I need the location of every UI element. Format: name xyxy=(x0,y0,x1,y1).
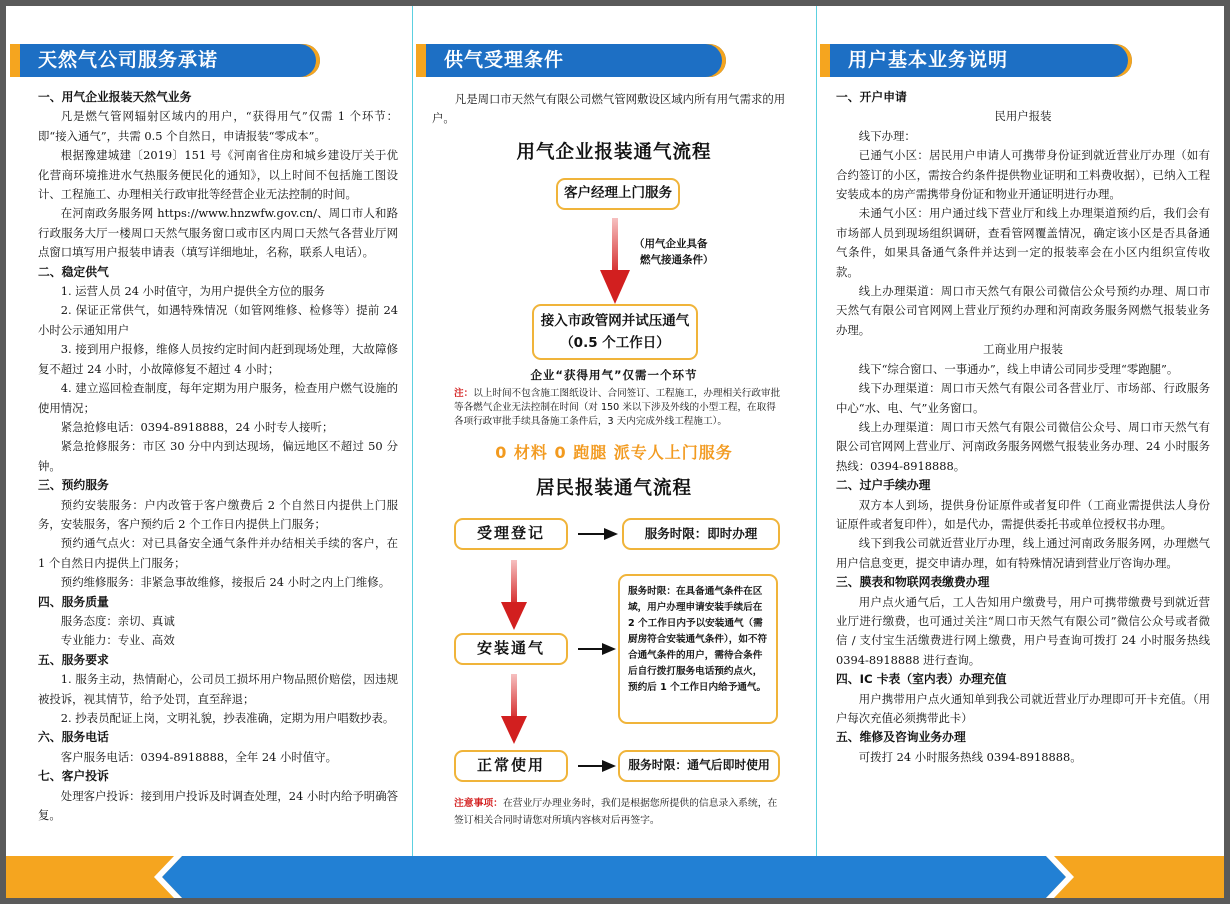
step-condition-line1: （用气企业具备 xyxy=(634,238,708,250)
step-install-gas: 安装通气 xyxy=(454,633,568,665)
step-customer-manager: 客户经理上门服务 xyxy=(556,178,680,210)
section-heading: 二、过户手续办理 xyxy=(836,478,931,493)
intro-text: 凡是周口市天然气有限公司燃气管网敷设区域内所有用气需求的用户。 xyxy=(432,92,786,126)
arrow-line xyxy=(578,533,606,535)
note-label: 注： xyxy=(454,388,474,399)
resident-flow-title: 居民报装通气流程 xyxy=(535,478,692,499)
body-paragraph: 预约安装服务：户内改管于客户缴费后 2 个自然日内提供上门服务，安装服务，客户预约后 2 个工作日内提供上门服务； xyxy=(38,497,398,531)
step-connect-pipeline xyxy=(532,304,698,360)
footer-stripe xyxy=(6,856,1224,898)
body-paragraph: 服务态度：亲切、真诚 xyxy=(60,613,175,628)
note-text: 以上时间不包含施工图纸设计、合同签订、工程施工，办理相关行政审批等各燃气企业无法控制在时间（对 150 米以下涉及外线的小型工程，在取得各项行政审批手续具备施工条件后，3 天内完成外线工程施工）。 xyxy=(454,388,781,427)
panel-title: 用户基本业务说明 xyxy=(848,49,1009,71)
panel-title-banner xyxy=(820,44,1132,77)
panel-service-promise xyxy=(6,6,412,856)
down-arrow-icon xyxy=(500,674,528,746)
section-heading: 五、维修及咨询业务办理 xyxy=(836,730,966,745)
step-normal-use: 正常使用 xyxy=(454,750,568,782)
panel-body xyxy=(6,88,412,825)
body-paragraph: 用户携带用户点火通知单到我公司就近营业厅办理即可开卡充值。（用户每次充值必须携带此卡） xyxy=(836,691,1210,725)
body-paragraph: 可拨打 24 小时服务热线 0394-8918888。 xyxy=(858,749,1082,764)
body-paragraph: 双方本人到场，提供身份证原件或者复印件（工商业需提供法人身份证原件或者复印件），如是代办，需提供委托书或单位授权书办理。 xyxy=(836,497,1210,531)
attention-note xyxy=(454,795,784,829)
section-heading: 三、预约服务 xyxy=(38,478,109,493)
body-paragraph: 用户点火通气后，工人告知用户缴费号，用户可携带缴费号到就近营业厅进行缴费，也可通过关注“周口市天然气有限公司”微信公众号或者微信 / 支付宝生活缴费进行网上缴费，用户号查询可拨打 24 小时服务热线 0394-8918888 进行查询。 xyxy=(836,594,1210,667)
slogan: 0 材料 0 跑腿 派专人上门服务 xyxy=(495,443,733,462)
body-paragraph: 客户服务电话：0394-8918888，全年 24 小时值守。 xyxy=(60,749,337,764)
body-paragraph: 预约维修服务：非紧急事故维修，接报后 24 小时之内上门维修。 xyxy=(60,575,391,590)
body-paragraph: 线下“综合窗口、一事通办”，线上申请公司同步受理“零跑腿”。 xyxy=(858,361,1179,376)
step-connect-line1: 接入市政管网并试压通气 xyxy=(540,313,690,329)
panel-title-banner xyxy=(416,44,726,77)
down-arrow-icon xyxy=(598,218,632,306)
body-paragraph: 线下到我公司就近营业厅办理，线上通过河南政务服务网，办理燃气用户信息变更，提交申请办理，如有特殊情况请到营业厅咨询办理。 xyxy=(836,536,1210,570)
panel-title-banner xyxy=(10,44,320,77)
body-paragraph: 1. 运营人员 24 小时值守，为用户提供全方位的服务 xyxy=(60,284,325,299)
section-heading: 三、膜表和物联网表缴费办理 xyxy=(836,575,990,590)
arrow-line xyxy=(578,648,604,650)
sub-heading: 工商业用户报装 xyxy=(983,342,1063,357)
section-heading: 二、稳定供气 xyxy=(38,264,109,279)
right-arrow-icon xyxy=(602,643,616,655)
body-paragraph: 预约通气点火：对已具备安全通气条件并办结相关手续的客户，在 1 个自然日内提供上门服务； xyxy=(38,536,398,570)
step-condition-note xyxy=(634,236,714,268)
section-heading: 一、开户申请 xyxy=(836,90,907,104)
time-note xyxy=(454,387,784,429)
section-heading: 一、用气企业报装天然气业务 xyxy=(38,90,192,104)
step-condition-line2: 燃气接通条件） xyxy=(640,254,714,266)
panel-business-guide xyxy=(816,6,1224,856)
section-heading: 四、IC 卡表（室内表）办理充值 xyxy=(836,672,1007,687)
right-arrow-icon xyxy=(602,760,616,772)
body-paragraph: 3. 接到用户报修，维修人员按约定时间内赶到现场处理，大故障修复不超过 24 小时，小故障修复不超过 4 小时； xyxy=(38,342,398,376)
step-registration: 受理登记 xyxy=(454,518,568,550)
limit-registration: 服务时限：即时办理 xyxy=(622,518,780,550)
attention-text: 在营业厅办理业务时，我们是根据您所提供的信息录入系统，在签订相关合同时请您对所填内容核对后再签字。 xyxy=(454,798,778,826)
arrow-line xyxy=(578,765,604,767)
panel-title: 供气受理条件 xyxy=(444,49,565,71)
body-paragraph: 2. 抄表员配证上岗，文明礼貌，抄表准确，定期为用户唱数抄表。 xyxy=(60,711,395,725)
body-paragraph: 紧急抢修服务：市区 30 分中内到达现场，偏远地区不超过 50 分钟。 xyxy=(38,439,398,473)
panel-body xyxy=(816,88,1224,767)
enterprise-flow-title: 用气企业报装通气流程 xyxy=(516,142,712,163)
body-paragraph: 专业能力：专业、高效 xyxy=(60,633,175,648)
brochure-sheet xyxy=(6,6,1224,898)
one-link-caption: 企业“获得用气”仅需一个环节 xyxy=(530,368,698,382)
body-paragraph: 线上办理渠道：周口市天然气有限公司微信公众号、周口市天然气有限公司官网网上营业厅、河南政务服务网燃气报装业务办理、24 小时服务热线：0394-8918888。 xyxy=(836,419,1210,473)
body-paragraph: 线下办理： xyxy=(858,128,916,143)
body-paragraph: 1. 服务主动，热情耐心，公司员工损坏用户物品照价赔偿，因违规被投诉，视其情节，给予处罚，直至辞退； xyxy=(38,672,398,706)
limit-normal-use: 服务时限：通气后即时使用 xyxy=(618,750,780,782)
limit-install-gas: 服务时限：在具备通气条件在区域，用户办理申请安装手续后在 2 个工作日内予以安装通气（需厨房符合安装通气条件），如不符合通气条件的用户，需待合条件后自行拨打服务电话预约点火，预约后 1 个工作日内给予通气。 xyxy=(618,574,778,724)
body-paragraph: 线下办理渠道：周口市天然气有限公司各营业厅、市场部、行政服务中心“水、电、气”业务窗口。 xyxy=(836,381,1210,415)
panel-title: 天然气公司服务承诺 xyxy=(38,49,219,71)
body-paragraph: 4. 建立巡回检查制度，每年定期为用户服务，检查用户燃气设施的使用情况； xyxy=(38,381,398,415)
body-paragraph: 处理客户投诉：接到用户投诉及时调查处理，24 小时内给予明确答复。 xyxy=(38,788,398,823)
body-paragraph: 根据豫建城建〔2019〕151 号《河南省住房和城乡建设厅关于优化营商环境推进水气热服务便民化的通知》，以上时间不包括施工图设计、工程施工、办理相关行政审批等经营企业无法控制的时间。 xyxy=(38,148,398,202)
attention-label: 注意事项： xyxy=(454,798,503,809)
section-heading: 四、服务质量 xyxy=(38,594,109,609)
body-paragraph: 未通气小区：用户通过线下营业厅和线上办理渠道预约后，我们会有市场部人员到现场组织调研，查看管网覆盖情况，确定该小区是否具备通气条件，如果具备通气条件并达到一定的报装率会在小区内组织宣传收款。 xyxy=(836,206,1210,279)
body-paragraph: 紧急抢修电话：0394-8918888，24 小时专人接听； xyxy=(60,419,334,434)
body-paragraph: 2. 保证正常供气，如遇特殊情况（如管网维修、检修等）提前 24 小时公示通知用户 xyxy=(38,303,398,337)
right-arrow-icon xyxy=(604,528,618,540)
panel-supply-conditions xyxy=(412,6,816,856)
step-connect-line2: （0.5 个工作日） xyxy=(560,335,670,351)
down-arrow-icon xyxy=(500,560,528,632)
body-paragraph: 凡是燃气管网辐射区域内的用户，“获得用气”仅需 1 个环节：即“接入通气”，共需 0.5 个自然日，申请报装“零成本”。 xyxy=(38,109,398,143)
body-paragraph: 线上办理渠道：周口市天然气有限公司微信公众号预约办理、周口市天然气有限公司官网网上营业厅预约办理和河南政务服务网燃气报装业务办理。 xyxy=(836,284,1210,337)
section-heading: 七、客户投诉 xyxy=(38,769,109,784)
section-heading: 六、服务电话 xyxy=(38,730,109,745)
sub-heading: 民用户报装 xyxy=(994,109,1052,124)
section-heading: 五、服务要求 xyxy=(38,652,109,667)
body-paragraph: 已通气小区：居民用户申请人可携带身份证到就近营业厅办理（如有合约签订的小区，需按合约条件提供物业证明和工料费收据），已纳入工程安装成本的房产需携带身份证和物业开通证明进行办理。 xyxy=(836,148,1210,202)
body-paragraph: 在河南政务服务网 https://www.hnzwfw.gov.cn/、周口市人和路行政服务大厅一楼周口天然气服务窗口或市区内周口天然气各营业厅网点窗口填写用户报装申请表（填写详细地址，名称，联系人电话）。 xyxy=(38,206,398,260)
